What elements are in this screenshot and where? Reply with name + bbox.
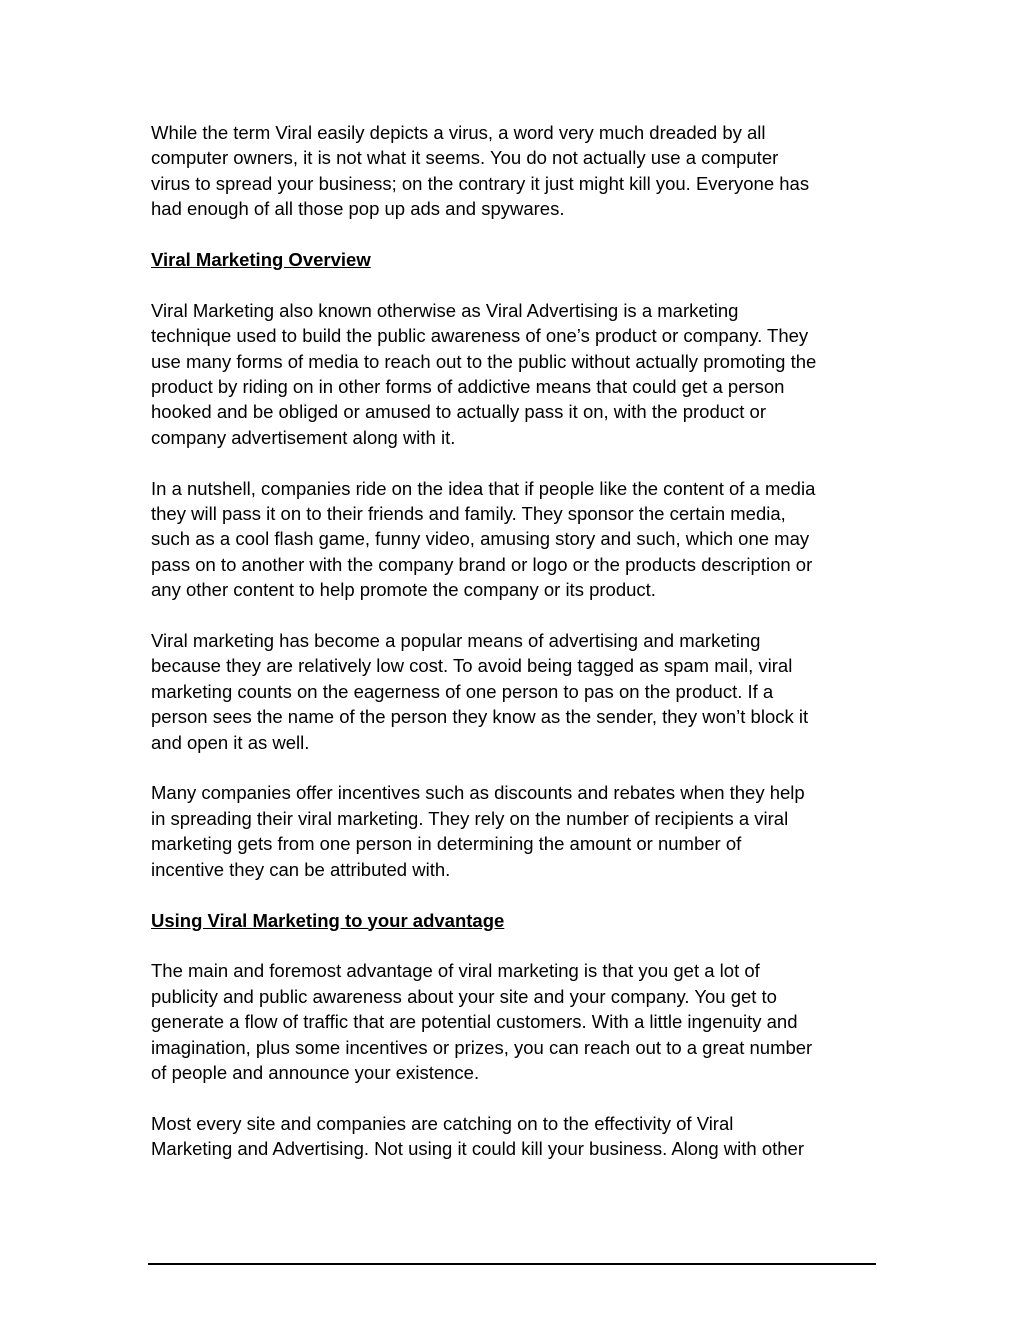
paragraph-overview: Viral Marketing also known otherwise as Viral Advertising is a marketing technique used to build the public awareness of one’s product or company. They use many forms of media to reach out to the public without actually promoting the product by riding on in other forms of addictive means that could get a person hooked and be obliged or amused to actually pass it on, with the product or company advertisement along with it.	[151, 299, 817, 448]
paragraph-popularity: Viral marketing has become a popular means of advertising and marketing because they are relatively low cost. To avoid being tagged as spam mail, viral marketing counts on the eagerness of one person to pas on the product. If a person sees the name of the person they know as the sender, they won’t block it and open it as well.	[151, 630, 809, 753]
paragraph-intro: While the term Viral easily depicts a virus, a word very much dreaded by all computer owners, it is not what it seems. You do not actually use a computer virus to spread your business; on the contrary it just might kill you. Everyone has had enough of all those pop up ads and spywares.	[151, 122, 810, 220]
paragraph-advantage: The main and foremost advantage of viral marketing is that you get a lot of publicity and public awareness about your site and your company. You get to generate a flow of traffic that are potential customers. With a little ingenuity and imagination, plus some incentives or prizes, you can reach out to a great number of people and announce your existence.	[151, 960, 813, 1083]
paragraph-nutshell: In a nutshell, companies ride on the idea that if people like the content of a media they will pass it on to their friends and family. They sponsor the certain media, such as a cool flash game, funny video, amusing story and such, which one may pass on to another with the company brand or logo or the products description or any other content to help promote the company or its product.	[151, 477, 816, 601]
footer-divider	[148, 1263, 876, 1265]
document-body	[151, 120, 881, 1187]
section-heading-advantage: Using Viral Marketing to your advantage	[151, 909, 505, 931]
paragraph-effectivity: Most every site and companies are catching on to the effectivity of Viral Marketing and Advertising. Not using it could kill your business. Along with other	[151, 1112, 804, 1160]
paragraph-incentives: Many companies offer incentives such as discounts and rebates when they help in spreading their viral marketing. They rely on the number of recipients a viral marketing gets from one person in determining the amount or number of incentive they can be attributed with.	[151, 782, 805, 880]
section-heading-overview: Viral Marketing Overview	[151, 249, 371, 271]
